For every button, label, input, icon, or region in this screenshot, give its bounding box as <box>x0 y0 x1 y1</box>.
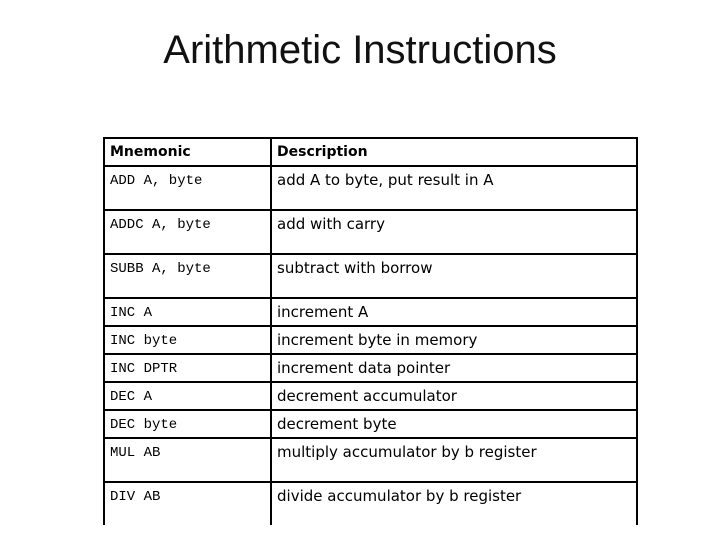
description-cell: decrement byte <box>271 410 637 438</box>
mnemonic-cell: INC A <box>104 298 271 326</box>
mnemonic-cell: INC DPTR <box>104 354 271 382</box>
header-mnemonic: Mnemonic <box>104 138 271 166</box>
table-header-row <box>104 138 637 166</box>
mnemonic-cell: DEC A <box>104 382 271 410</box>
mnemonic-cell: ADD A, byte <box>104 166 271 210</box>
table-row <box>104 254 637 298</box>
description-cell: divide accumulator by b register <box>271 482 637 525</box>
table-row <box>104 382 637 410</box>
mnemonic-cell: DEC byte <box>104 410 271 438</box>
mnemonic-cell: ADDC A, byte <box>104 210 271 254</box>
header-description: Description <box>271 138 637 166</box>
description-cell: decrement accumulator <box>271 382 637 410</box>
description-cell: subtract with borrow <box>271 254 637 298</box>
mnemonic-cell: DIV AB <box>104 482 271 525</box>
mnemonic-cell: INC byte <box>104 326 271 354</box>
page-title: Arithmetic Instructions <box>163 28 557 72</box>
instruction-table <box>103 137 638 525</box>
description-cell: increment A <box>271 298 637 326</box>
description-cell: increment byte in memory <box>271 326 637 354</box>
table-row <box>104 410 637 438</box>
description-cell: add with carry <box>271 210 637 254</box>
table-row <box>104 438 637 482</box>
mnemonic-cell: MUL AB <box>104 438 271 482</box>
table-row <box>104 298 637 326</box>
mnemonic-cell: SUBB A, byte <box>104 254 271 298</box>
table-row <box>104 210 637 254</box>
table-row <box>104 354 637 382</box>
table-row <box>104 482 637 525</box>
description-cell: add A to byte, put result in A <box>271 166 637 210</box>
table-row <box>104 326 637 354</box>
description-cell: increment data pointer <box>271 354 637 382</box>
table-row <box>104 166 637 210</box>
description-cell: multiply accumulator by b register <box>271 438 637 482</box>
